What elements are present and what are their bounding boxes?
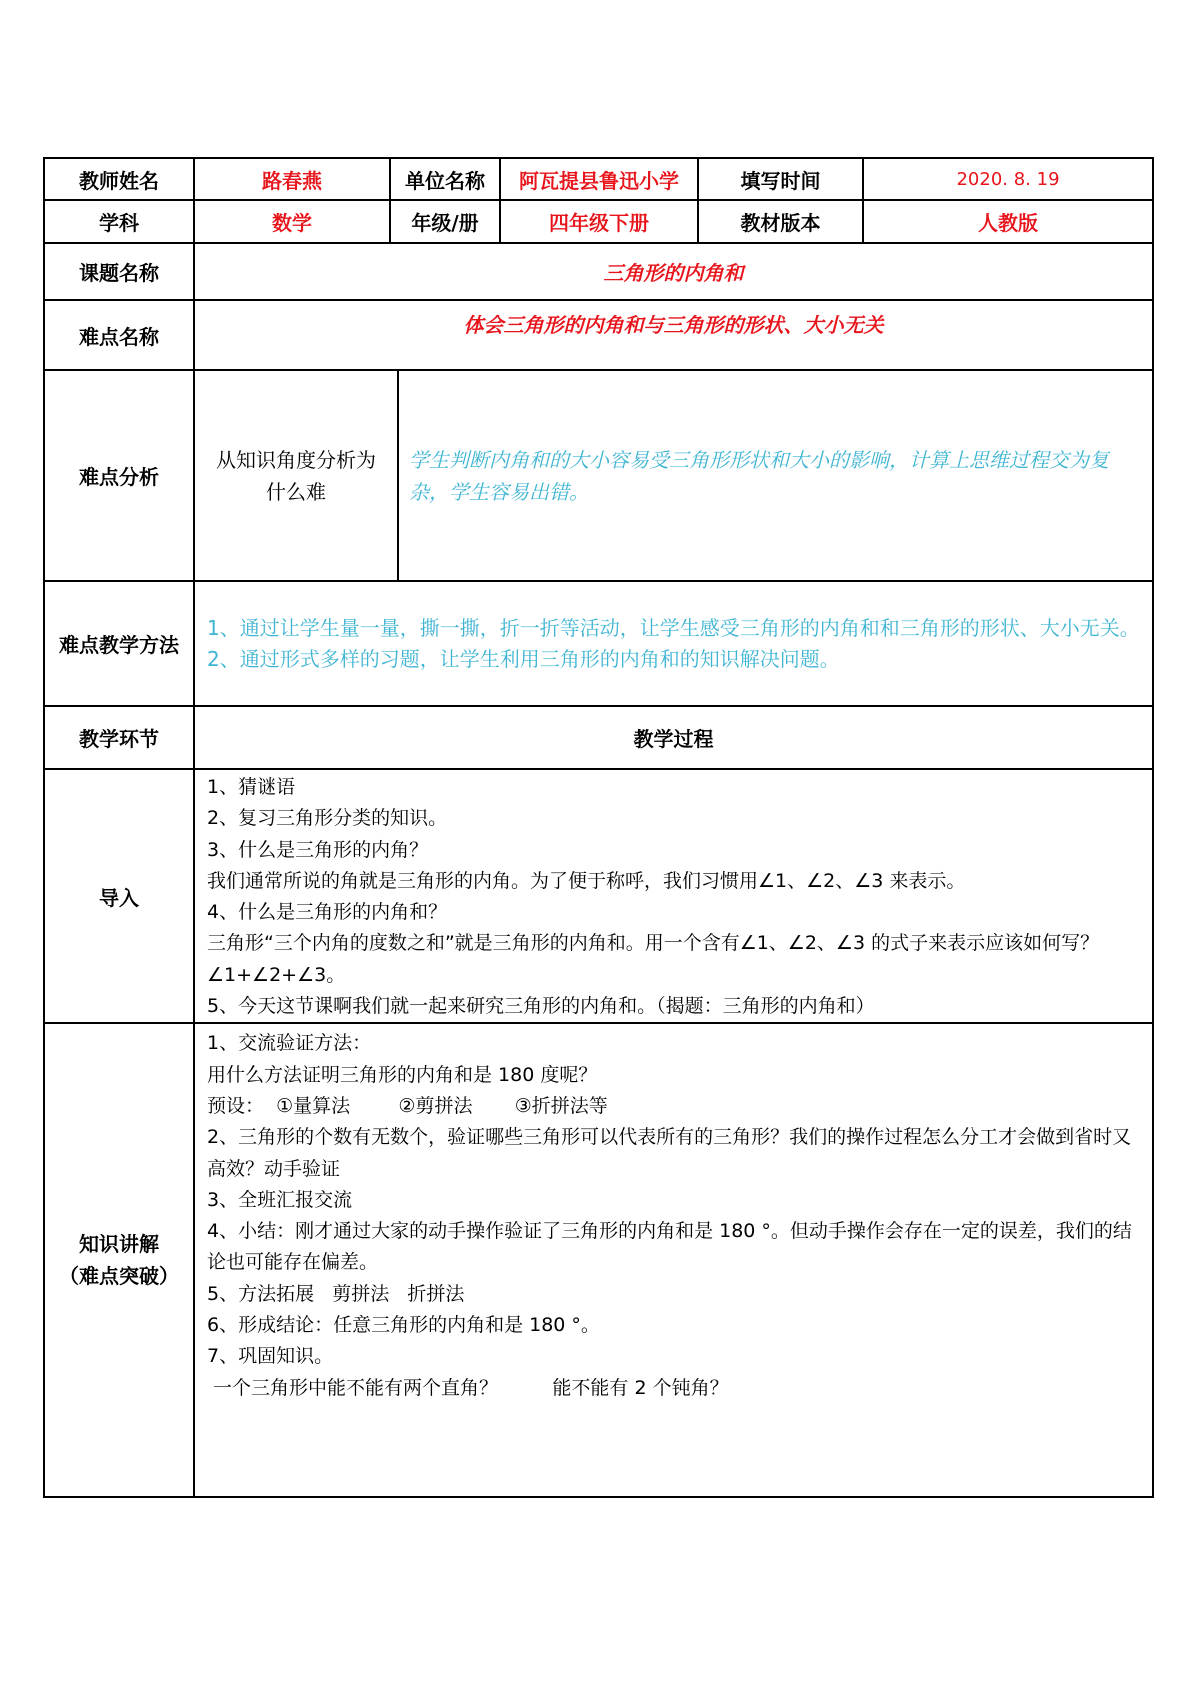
grade-label: 年级/册 [390, 200, 500, 243]
subject-value: 数学 [194, 200, 390, 243]
topic-label: 课题名称 [44, 243, 194, 300]
intro-line: 4、什么是三角形的内角和？ [207, 901, 448, 924]
unit-label: 单位名称 [390, 158, 500, 200]
grade-value: 四年级下册 [500, 200, 698, 243]
knowledge-line: 4、小结：刚才通过大家的动手操作验证了三角形的内角和是 180 °。但动手操作会存在一定的误差，我们的结论也可能存在偏差。 [207, 1220, 1132, 1274]
method-line: 2、通过形式多样的习题，让学生利用三角形的内角和的知识解决问题。 [207, 646, 840, 671]
date-label: 填写时间 [698, 158, 863, 200]
knowledge-label [44, 1023, 194, 1497]
knowledge-line: 5、方法拓展 剪拼法 折拼法 [207, 1282, 465, 1305]
topic-row [44, 243, 1153, 300]
intro-row [44, 769, 1153, 1023]
intro-line: 1、猜谜语 [207, 776, 296, 798]
teacher-label: 教师姓名 [44, 158, 194, 200]
header-row-1 [44, 158, 1153, 200]
knowledge-line: 1、交流验证方法： [207, 1032, 372, 1055]
intro-line: 2、复习三角形分类的知识。 [207, 807, 448, 830]
teacher-name: 路春燕 [194, 158, 390, 200]
knowledge-line: 预设： ①量算法 ②剪拼法 ③折拼法等 [207, 1094, 608, 1117]
difficulty-row [44, 300, 1153, 370]
knowledge-text [195, 1028, 1152, 1404]
knowledge-line: 一个三角形中能不能有两个直角？ 能不能有 2 个钝角？ [207, 1376, 729, 1399]
knowledge-line: 7、巩固知识。 [207, 1345, 334, 1368]
lesson-table [43, 157, 1154, 1498]
stage-label: 教学环节 [44, 706, 194, 769]
analysis-label: 难点分析 [44, 370, 194, 581]
method-row [44, 581, 1153, 706]
process-label: 教学过程 [194, 706, 1153, 769]
intro-line: 我们通常所说的角就是三角形的内角。为了便于称呼，我们习惯用∠1、∠2、∠3 来表示。 [207, 869, 966, 892]
unit-name: 阿瓦提县鲁迅小学 [500, 158, 698, 200]
knowledge-line: 用什么方法证明三角形的内角和是 180 度呢？ [207, 1063, 598, 1086]
date-value: 2020. 8. 19 [863, 158, 1153, 200]
analysis-text: 学生判断内角和的大小容易受三角形形状和大小的影响，计算上思维过程交为复杂，学生容易出错。 [409, 447, 1109, 504]
difficulty-label: 难点名称 [44, 300, 194, 370]
knowledge-label-line1: 知识讲解 [79, 1232, 159, 1257]
process-header-row [44, 706, 1153, 769]
knowledge-line: 3、全班汇报交流 [207, 1188, 353, 1211]
intro-line: 3、什么是三角形的内角？ [207, 838, 429, 861]
intro-text [195, 772, 1152, 1022]
knowledge-label-line2: （难点突破） [59, 1264, 179, 1289]
edition-value: 人教版 [863, 200, 1153, 243]
intro-label: 导入 [44, 769, 194, 1023]
difficulty-value: 体会三角形的内角和与三角形的形状、大小无关 [194, 300, 1153, 370]
method-text [207, 613, 1140, 675]
lesson-form [43, 157, 1152, 1498]
analysis-sub-label: 从知识角度分析为什么难 [216, 447, 376, 504]
knowledge-row [44, 1023, 1153, 1497]
method-label: 难点教学方法 [44, 581, 194, 706]
topic-value: 三角形的内角和 [194, 243, 1153, 300]
method-line: 1、通过让学生量一量，撕一撕，折一折等活动，让学生感受三角形的内角和和三角形的形状、大小无关。 [207, 615, 1140, 640]
knowledge-line: 2、三角形的个数有无数个，验证哪些三角形可以代表所有的三角形？我们的操作过程怎么分工才会做到省时又高效？动手验证 [207, 1126, 1132, 1180]
intro-line: 三角形“三个内角的度数之和”就是三角形的内角和。用一个含有∠1、∠2、∠3 的式子来表示应该如何写？∠1+∠2+∠3。 [207, 932, 1100, 986]
header-row-2 [44, 200, 1153, 243]
intro-line: 5、今天这节课啊我们就一起来研究三角形的内角和。（揭题：三角形的内角和） [207, 995, 875, 1018]
subject-label: 学科 [44, 200, 194, 243]
edition-label: 教材版本 [698, 200, 863, 243]
knowledge-line: 6、形成结论：任意三角形的内角和是 180 °。 [207, 1314, 600, 1337]
analysis-row [44, 370, 1153, 581]
